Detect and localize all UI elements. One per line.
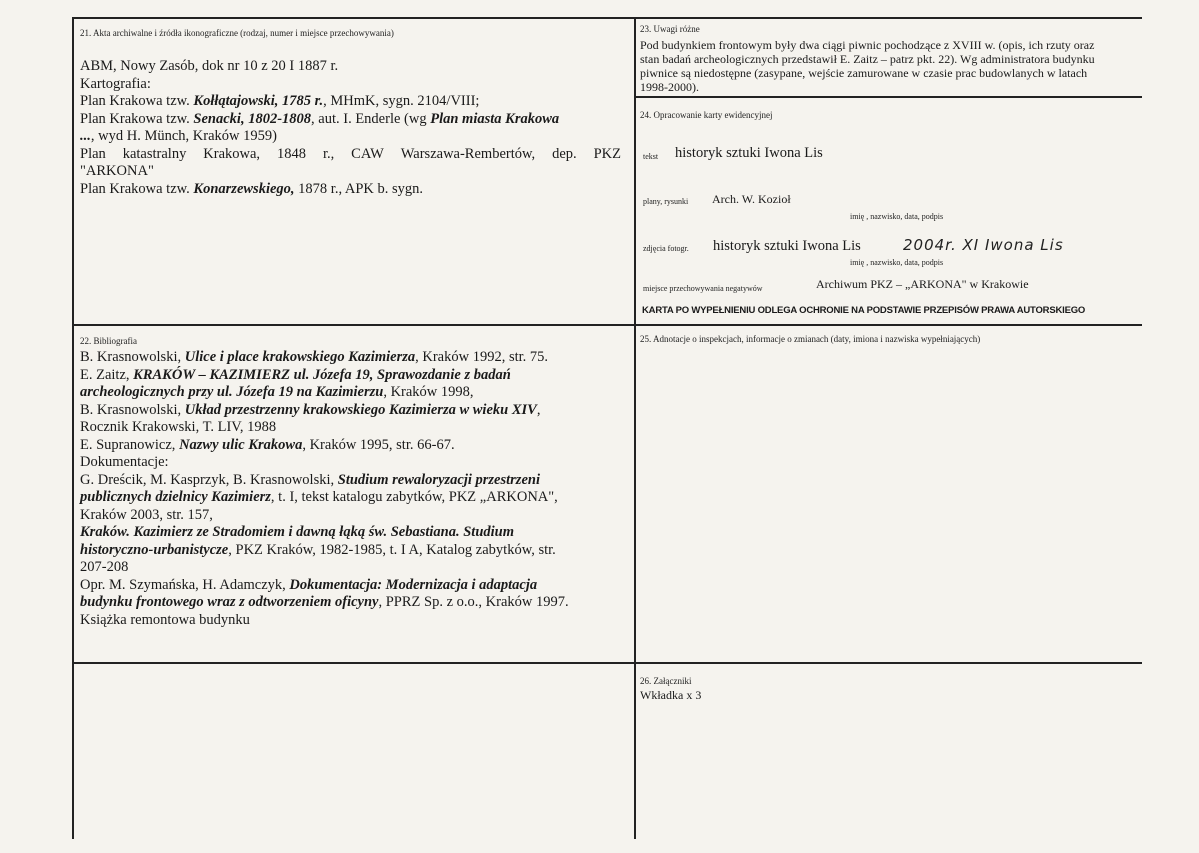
doc-entry-1-cont: publicznych dzielnicy Kazimierz, t. I, tekst katalogu zabytków, PKZ „ARKONA", xyxy=(80,489,558,505)
doc-entry-3: Opr. M. Szymańska, H. Adamczyk, Dokumentacja: Modernizacja i adaptacja xyxy=(80,576,538,593)
tekst-value: historyk sztuki Iwona Lis xyxy=(675,145,823,161)
handwritten-signature: 2004r. XI Iwona Lis xyxy=(903,236,1064,254)
doc-entry-3-cont: budynku frontowego wraz z odtworzeniem oficyny, PPRZ Sp. z o.o., Kraków 1997. xyxy=(80,594,569,610)
top-border xyxy=(72,17,1142,19)
sec22-label: 22. Bibliografia xyxy=(80,336,137,346)
plan-katastralny-cont: "ARKONA" xyxy=(80,163,154,179)
bib-entry-3: B. Krasnowolski, Układ przestrzenny krakowskiego Kazimierza w wieku XIV, xyxy=(80,401,541,418)
dokumentacje-heading: Dokumentacje: xyxy=(80,454,169,470)
bib-entry-3-cont: Rocznik Krakowski, T. LIV, 1988 xyxy=(80,419,277,435)
plany-value: Arch. W. Kozioł xyxy=(712,192,791,206)
sec23-bottom xyxy=(634,96,1142,98)
plan-katastralny: Plan katastralny Krakowa, 1848 r., CAW Warszawa-Rembertów, dep. PKZ xyxy=(80,145,621,162)
plan-kollatajowski: Plan Krakowa tzw. Kołłątajowski, 1785 r., MHmK, sygn. 2104/VIII; xyxy=(80,93,480,109)
imie-caption-2: imię , nazwisko, data, podpis xyxy=(850,258,944,267)
imie-caption-1: imię , nazwisko, data, podpis xyxy=(850,212,944,221)
uwagi-line-1: Pod budynkiem frontowym były dwa ciągi piwnic pochodzące z XVIII w. (opis, ich rzuty oraz xyxy=(640,38,1095,52)
row-divider-2 xyxy=(72,662,1142,664)
kartografia-heading: Kartografia: xyxy=(80,75,151,92)
plany-label: plany, rysunki xyxy=(643,197,689,206)
uwagi-line-3: piwnice są niedostępne (zasypane, wejście zamurowane w czasie prac budowlanych w latach xyxy=(640,66,1088,80)
doc-entry-2: Kraków. Kazimierz ze Stradomiem i dawną łąką św. Sebastiana. Studium xyxy=(80,524,515,540)
bib-entry-4: E. Supranowicz, Nazwy ulic Krakowa, Kraków 1995, str. 66-67. xyxy=(80,436,455,453)
bib-entry-2-cont: archeologicznych przy ul. Józefa 19 na Kazimierzu, Kraków 1998, xyxy=(80,384,474,400)
zdjecia-label: zdjęcia fotogr. xyxy=(643,244,689,253)
center-divider xyxy=(634,17,636,839)
sec25-label: 25. Adnotacje o inspekcjach, informacje o zmianach (daty, imiona i nazwiska wypełniających) xyxy=(640,334,981,344)
abm-entry: ABM, Nowy Zasób, dok nr 10 z 20 I 1887 r. xyxy=(80,58,339,74)
sec24-label: 24. Opracowanie karty ewidencyjnej xyxy=(640,110,773,120)
zalaczniki-value: Wkładka x 3 xyxy=(640,688,702,702)
sec26-label: 26. Załączniki xyxy=(640,676,692,686)
uwagi-line-4: 1998-2000). xyxy=(640,80,699,94)
bib-entry-1: B. Krasnowolski, Ulice i place krakowskiego Kazimierza, Kraków 1992, str. 75. xyxy=(80,349,549,365)
sec22-content xyxy=(80,349,630,629)
plan-konarzewski: Plan Krakowa tzw. Konarzewskiego, 1878 r., APK b. sygn. xyxy=(80,180,424,197)
doc-entry-1-cont2: Kraków 2003, str. 157, xyxy=(80,506,213,523)
doc-entry-1: G. Dreścik, M. Kasprzyk, B. Krasnowolski, Studium rewaloryzacji przestrzeni xyxy=(80,471,540,488)
sec23-content xyxy=(640,38,1140,94)
miejsce-value: Archiwum PKZ – „ARKONA" w Krakowie xyxy=(816,277,1029,291)
row-divider-1 xyxy=(72,324,1142,326)
uwagi-line-2: stan badań archeologicznych przedstawił E. Zaitz – patrz pkt. 22). Wg administratora budynku xyxy=(640,52,1095,66)
sec23-label: 23. Uwagi różne xyxy=(640,24,700,34)
doc-entry-4: Książka remontowa budynku xyxy=(80,611,250,628)
plan-senacki-cont: ..., wyd H. Münch, Kraków 1959) xyxy=(80,128,277,144)
sec21-label: 21. Akta archiwalne i źródła ikonograficzne (rodzaj, numer i miejsce przechowywania) xyxy=(80,28,394,38)
bib-entry-2: E. Zaitz, KRAKÓW – KAZIMIERZ ul. Józefa 19, Sprawozdanie z badań xyxy=(80,366,511,383)
copyright-warning: KARTA PO WYPEŁNIENIU ODLEGA OCHRONIE NA PODSTAWIE PRZEPISÓW PRAWA AUTORSKIEGO xyxy=(642,305,1086,316)
doc-entry-2-cont2: 207-208 xyxy=(80,559,129,575)
left-border xyxy=(72,17,74,839)
sec21-content xyxy=(80,58,628,198)
doc-entry-2-cont: historyczno-urbanistycze, PKZ Kraków, 1982-1985, t. I A, Katalog zabytków, str. xyxy=(80,541,556,558)
miejsce-label: miejsce przechowywania negatywów xyxy=(643,284,763,293)
zdjecia-value: historyk sztuki Iwona Lis xyxy=(713,238,861,254)
tekst-label: tekst xyxy=(643,152,659,161)
plan-senacki: Plan Krakowa tzw. Senacki, 1802-1808, aut. I. Enderle (wg Plan miasta Krakowa xyxy=(80,110,560,127)
